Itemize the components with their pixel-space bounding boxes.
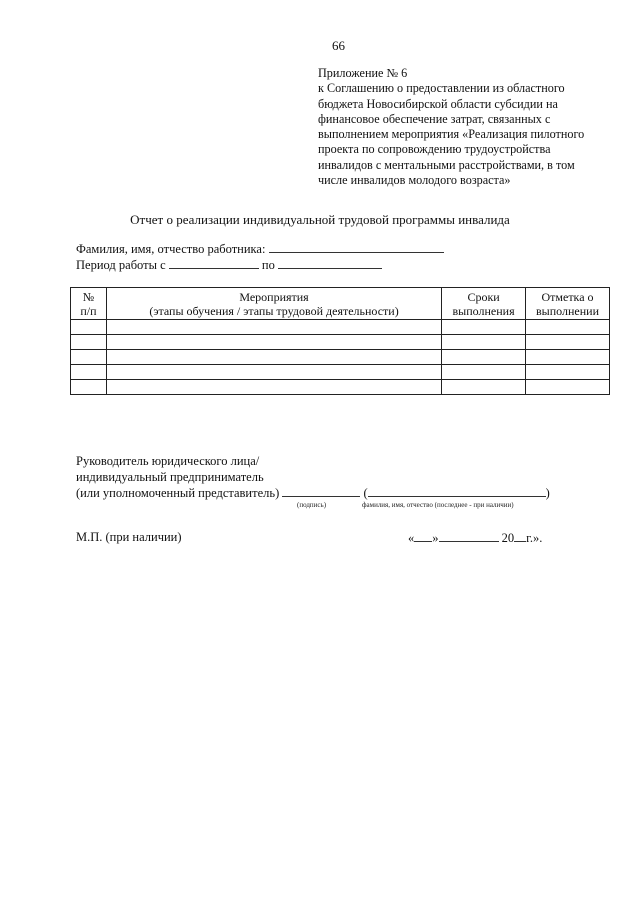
col-header-mark: [526, 288, 610, 320]
table-cell[interactable]: [526, 380, 610, 395]
signature-line: индивидуальный предприниматель: [76, 469, 264, 484]
appendix-line: к Соглашению о предоставлении из областного: [318, 81, 565, 96]
col-header-number-line1: №: [82, 289, 95, 304]
col-header-terms-line2: выполнения: [452, 303, 515, 318]
table-row: [71, 320, 610, 335]
appendix-line: проекта по сопровождению трудоустройства: [318, 142, 551, 157]
period-row: [76, 257, 382, 273]
table-row: [71, 365, 610, 380]
table-cell[interactable]: [71, 320, 107, 335]
col-header-number: [71, 288, 107, 320]
appendix-line: инвалидов с ментальными расстройствами, в том: [318, 157, 575, 172]
employee-name-field[interactable]: [269, 241, 444, 253]
table-cell[interactable]: [442, 380, 526, 395]
table-cell[interactable]: [71, 350, 107, 365]
table-cell[interactable]: [71, 335, 107, 350]
date-close-quote: »: [432, 531, 439, 545]
paren-close: ): [545, 486, 550, 500]
table-cell[interactable]: [442, 335, 526, 350]
paren-open: (: [363, 486, 368, 500]
day-field[interactable]: [414, 530, 432, 542]
table-header-row: [71, 288, 610, 320]
signature-caption: (подпись): [297, 501, 327, 509]
table-cell[interactable]: [106, 320, 441, 335]
table-row: [71, 335, 610, 350]
year-prefix: 20: [501, 531, 515, 545]
table-cell[interactable]: [442, 365, 526, 380]
table-cell[interactable]: [106, 335, 441, 350]
year-suffix: г.».: [526, 531, 543, 545]
table-cell[interactable]: [526, 320, 610, 335]
period-start-field[interactable]: [169, 257, 259, 269]
date-open-quote: «: [408, 531, 415, 545]
table-cell[interactable]: [442, 350, 526, 365]
period-label: Период работы с: [76, 258, 166, 272]
full-name-caption: фамилия, имя, отчество (последнее - при наличии): [362, 501, 514, 509]
appendix-line: числе инвалидов молодого возраста»: [318, 173, 511, 188]
table-cell[interactable]: [71, 380, 107, 395]
table-cell[interactable]: [106, 350, 441, 365]
appendix-line: бюджета Новосибирской области субсидии на: [318, 96, 558, 111]
appendix-line: финансовое обеспечение затрат, связанных с: [318, 111, 551, 126]
col-header-terms: [442, 288, 526, 320]
signature-line: Руководитель юридического лица/: [76, 454, 260, 468]
col-header-number-line2: п/п: [80, 303, 97, 318]
table-cell[interactable]: [442, 320, 526, 335]
period-to-label: по: [261, 258, 275, 272]
period-end-field[interactable]: [278, 257, 382, 269]
appendix-heading: [318, 66, 618, 188]
table-cell[interactable]: [526, 365, 610, 380]
signature-block: [76, 454, 550, 502]
signature-field[interactable]: [282, 485, 360, 497]
col-header-events-line1: Мероприятия: [239, 289, 309, 304]
table-cell[interactable]: [106, 365, 441, 380]
employee-name-row: [76, 241, 444, 257]
table-row: [71, 380, 610, 395]
table-cell[interactable]: [71, 365, 107, 380]
year-field[interactable]: [514, 530, 526, 542]
full-name-field[interactable]: [368, 485, 546, 497]
stamp-label: М.П. (при наличии): [76, 530, 182, 544]
employee-name-label: Фамилия, имя, отчество работника:: [76, 242, 266, 256]
date-line: [408, 530, 542, 546]
signature-line-text: (или уполномоченный представитель): [76, 486, 280, 500]
month-field[interactable]: [439, 530, 499, 542]
col-header-events-line2: (этапы обучения / этапы трудовой деятельности): [149, 303, 399, 318]
col-header-terms-line1: Сроки: [467, 289, 500, 304]
col-header-mark-line1: Отметка о: [541, 289, 594, 304]
appendix-line: выполнением мероприятия «Реализация пилотного: [318, 127, 585, 142]
page-number: 66: [332, 38, 345, 53]
col-header-mark-line2: выполнении: [536, 303, 600, 318]
table-cell[interactable]: [106, 380, 441, 395]
col-header-events: [106, 288, 441, 320]
table-cell[interactable]: [526, 350, 610, 365]
report-title: Отчет о реализации индивидуальной трудовой программы инвалида: [130, 212, 510, 227]
signature-line: [76, 485, 550, 502]
table-row: [71, 350, 610, 365]
appendix-line: Приложение № 6: [318, 66, 408, 80]
table-cell[interactable]: [526, 335, 610, 350]
program-table: [70, 287, 610, 395]
